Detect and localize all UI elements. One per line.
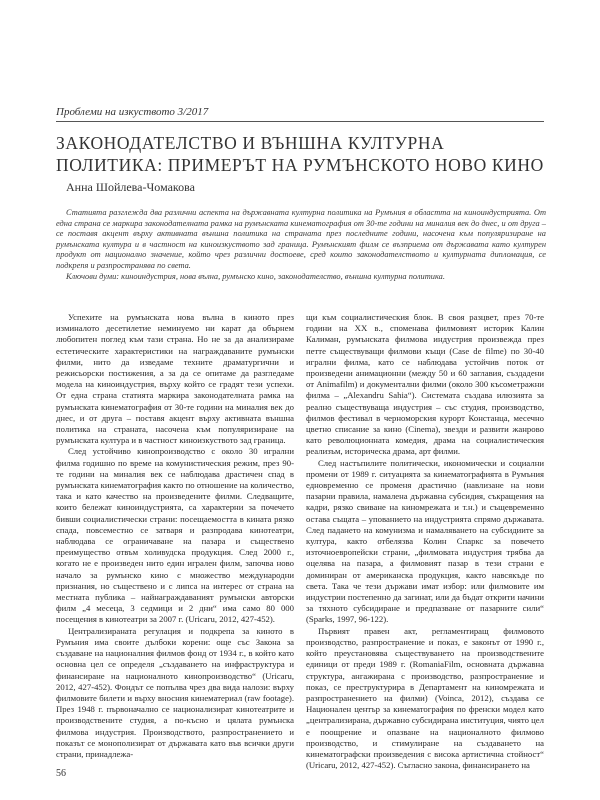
paragraph-continued: щи към социалистическия блок. В своя разцвет, през 70-те години на XX в., споменава филмовият историк Калин Калиман, румънската филмова индустрия произвежда през петте съществуващи филмови къщи (Case de filme) по 30-40 игрални филма, като се наблюдава устойчив поток от произведени анимационни (между 50 и 60 заглавия, създадени от Animafilm) и документални филми (около 300 късометражни филма – „Alexandru Sahia“). Системата създава илюзията за реално съществуваща индустрия – със студия, производство, филмов фестивал в черноморския курорт Констанца, месечно цветно списание за кино (Cinema), звезди и развити жанрово като революционната комедия, драма на социалистическия реализъм, историческа драма, арт филми. bbox=[306, 312, 544, 457]
body-column-right bbox=[306, 312, 544, 771]
running-header: Проблеми на изкуството 3/2017 bbox=[56, 106, 209, 118]
body-column-left bbox=[56, 312, 294, 760]
title-line-1: ЗАКОНОДАТЕЛСТВО И ВЪНШНА КУЛТУРНА bbox=[56, 133, 445, 153]
paragraph: Успехите на румънската нова вълна в киното през изминалото десетилетие неминуемо ни карат да обърнем любопитен поглед към тази страна. Но не за да анализираме естетическите характеристики на награждаваните румънски филми, нито да изведаме техните драматургични и режисьорски постижения, а за да се опитаме да разгледаме модела на киноиндустрия, върху който се градят тези успехи. От една страна статията маркира законодателната рамка на румънската кинематография от 30-те години на миналия век до днес, и от друга – поставя акцент върху активната външна политика на страната, насочена към популяризиране на румънската култура и в частност киноизкуството зад граница. bbox=[56, 312, 294, 446]
paragraph: Централизираната регулация и подкрепа за киното в Румъния има своите дълбоки корени: още със Закона за създаване на националния филмов фонд от 1934 г., в който като основна цел се определя „създаването на инфраструктура и финансиране на националното кинопроизводство“ (Uricaru, 2012, 427-452). Фондът се попълва чрез два вида налози: върху филмовите билети и върху вносния кинематериал (raw footage). През 1948 г. първоначално се национализират кинотеатрите и производствените студия, а по-късно и цялата румънска филмова индустрия. Производството, разпространението и показът се монополизират от държавата като във всички други страни, принадлежа- bbox=[56, 625, 294, 759]
keywords-text: Ключови думи: киноиндустрия, нова вълна, румънско кино, законодателство, външна културна политика. bbox=[66, 271, 445, 281]
author-name: Анна Шойлева-Чомакова bbox=[66, 180, 195, 194]
abstract-block bbox=[56, 208, 546, 282]
page-number: 56 bbox=[56, 768, 66, 779]
paragraph: Първият правен акт, регламентиращ филмовото производство, разпространение и показ, е законът от 1990 г., който преустановява съществуването на производствените единици от преди 1989 г. (RomaniaFilm, основната държавна структура, ангажирана с производство, разпространение и показ, се преструктурира в Департамент на киномрежата и разпространението на филми) (Voinca, 2012), създава се Национален център за кинематография по френски модел като „централизирана, държавно субсидирана институция, чиято цел е поощрение и опазване на националното филмово производство, и стимулиране на създаването на кинематографски произведения с висока артистична стойност“ (Uricaru, 2012, 427-452). Съгласно закона, финансирането на bbox=[306, 625, 544, 771]
paragraph: След устойчиво кинопроизводство с около 30 игрални филма годишно по време на комунистическия режим, през 90-те години на миналия век се наблюдава драстичен спад в румънската кинематография както по отношение на количество, така и като качество на произведените филми. Следващите, които бележат киноиндустрията, са характерни за почечето бивши социалистически страни: посещаемостта в кината рязко спада, повсеместно се затваря и разпродава кинотеатри, наблюдава се ограничаване на пазара и съществено преимущество отвъм холивудска продукция. След 2000 г., когато не е произведен нито един игрален филм, започва ново начало за румънско кино с множество международни признания, но съществено и с липса на интерес от страна на местната публика – найнаграждаваният румънски авторски филм „4 месеца, 3 седмици и 2 дни“ има само 80 000 посещения в кинотеатри за 2007 г. (Uricaru, 2012, 427-452). bbox=[56, 446, 294, 625]
header-rule bbox=[56, 121, 544, 122]
abstract-text: Статията разглежда два различни аспекта на държавната културна политика на Румъния в областта на киноиндустрията. От една страна се маркира законодателната рамка на румънската кинематография от 30-те години на миналия век до днес, и от друга – се поставя акцент върху активната външна политика на страната през последните години, насочена към популяризиране на румънската култура и в частност на киноизкуството зад граница. Румънският филм се възприема от държавата като културен продукт от национално значение, който чрез различни достоеве, сред които законодателството и културната дипломация, се подкрепя и разпространява по света. bbox=[56, 208, 546, 270]
article-title bbox=[56, 132, 546, 176]
title-line-2: ПОЛИТИКА: ПРИМЕРЪТ НА РУМЪНСКОТО НОВО КИНО bbox=[56, 155, 544, 175]
paragraph: След настъпилите политически, икономически и социални промени от 1989 г. ситуацията за кинематографията в Румъния едновременно се променя драстично (навлизане на нови пазарни правила, намалена държавна субсидия, съкращения на кадри, рязко свиване на киномрежата и т.н.) и същевременно остава същата – упованието на индустрията спрямо държавата. След падането на комунизма и намаляването на субсидиите за култура, както отбелязва Колин Спаркс за повечето източноевропейски страни, „филмовата индустрия трябва да оцелява на пазара, а филмовият пазар в тези страни е доминиран от американска продукция, както навсякъде по света. Така че тези държави имат избор: или филмовите им индустрии постепенно да загинат, или да бъдат открити начини за тяхното субсидиране и предпазване от пазарните сили“ (Sparks, 1997, 96-122). bbox=[306, 457, 544, 625]
